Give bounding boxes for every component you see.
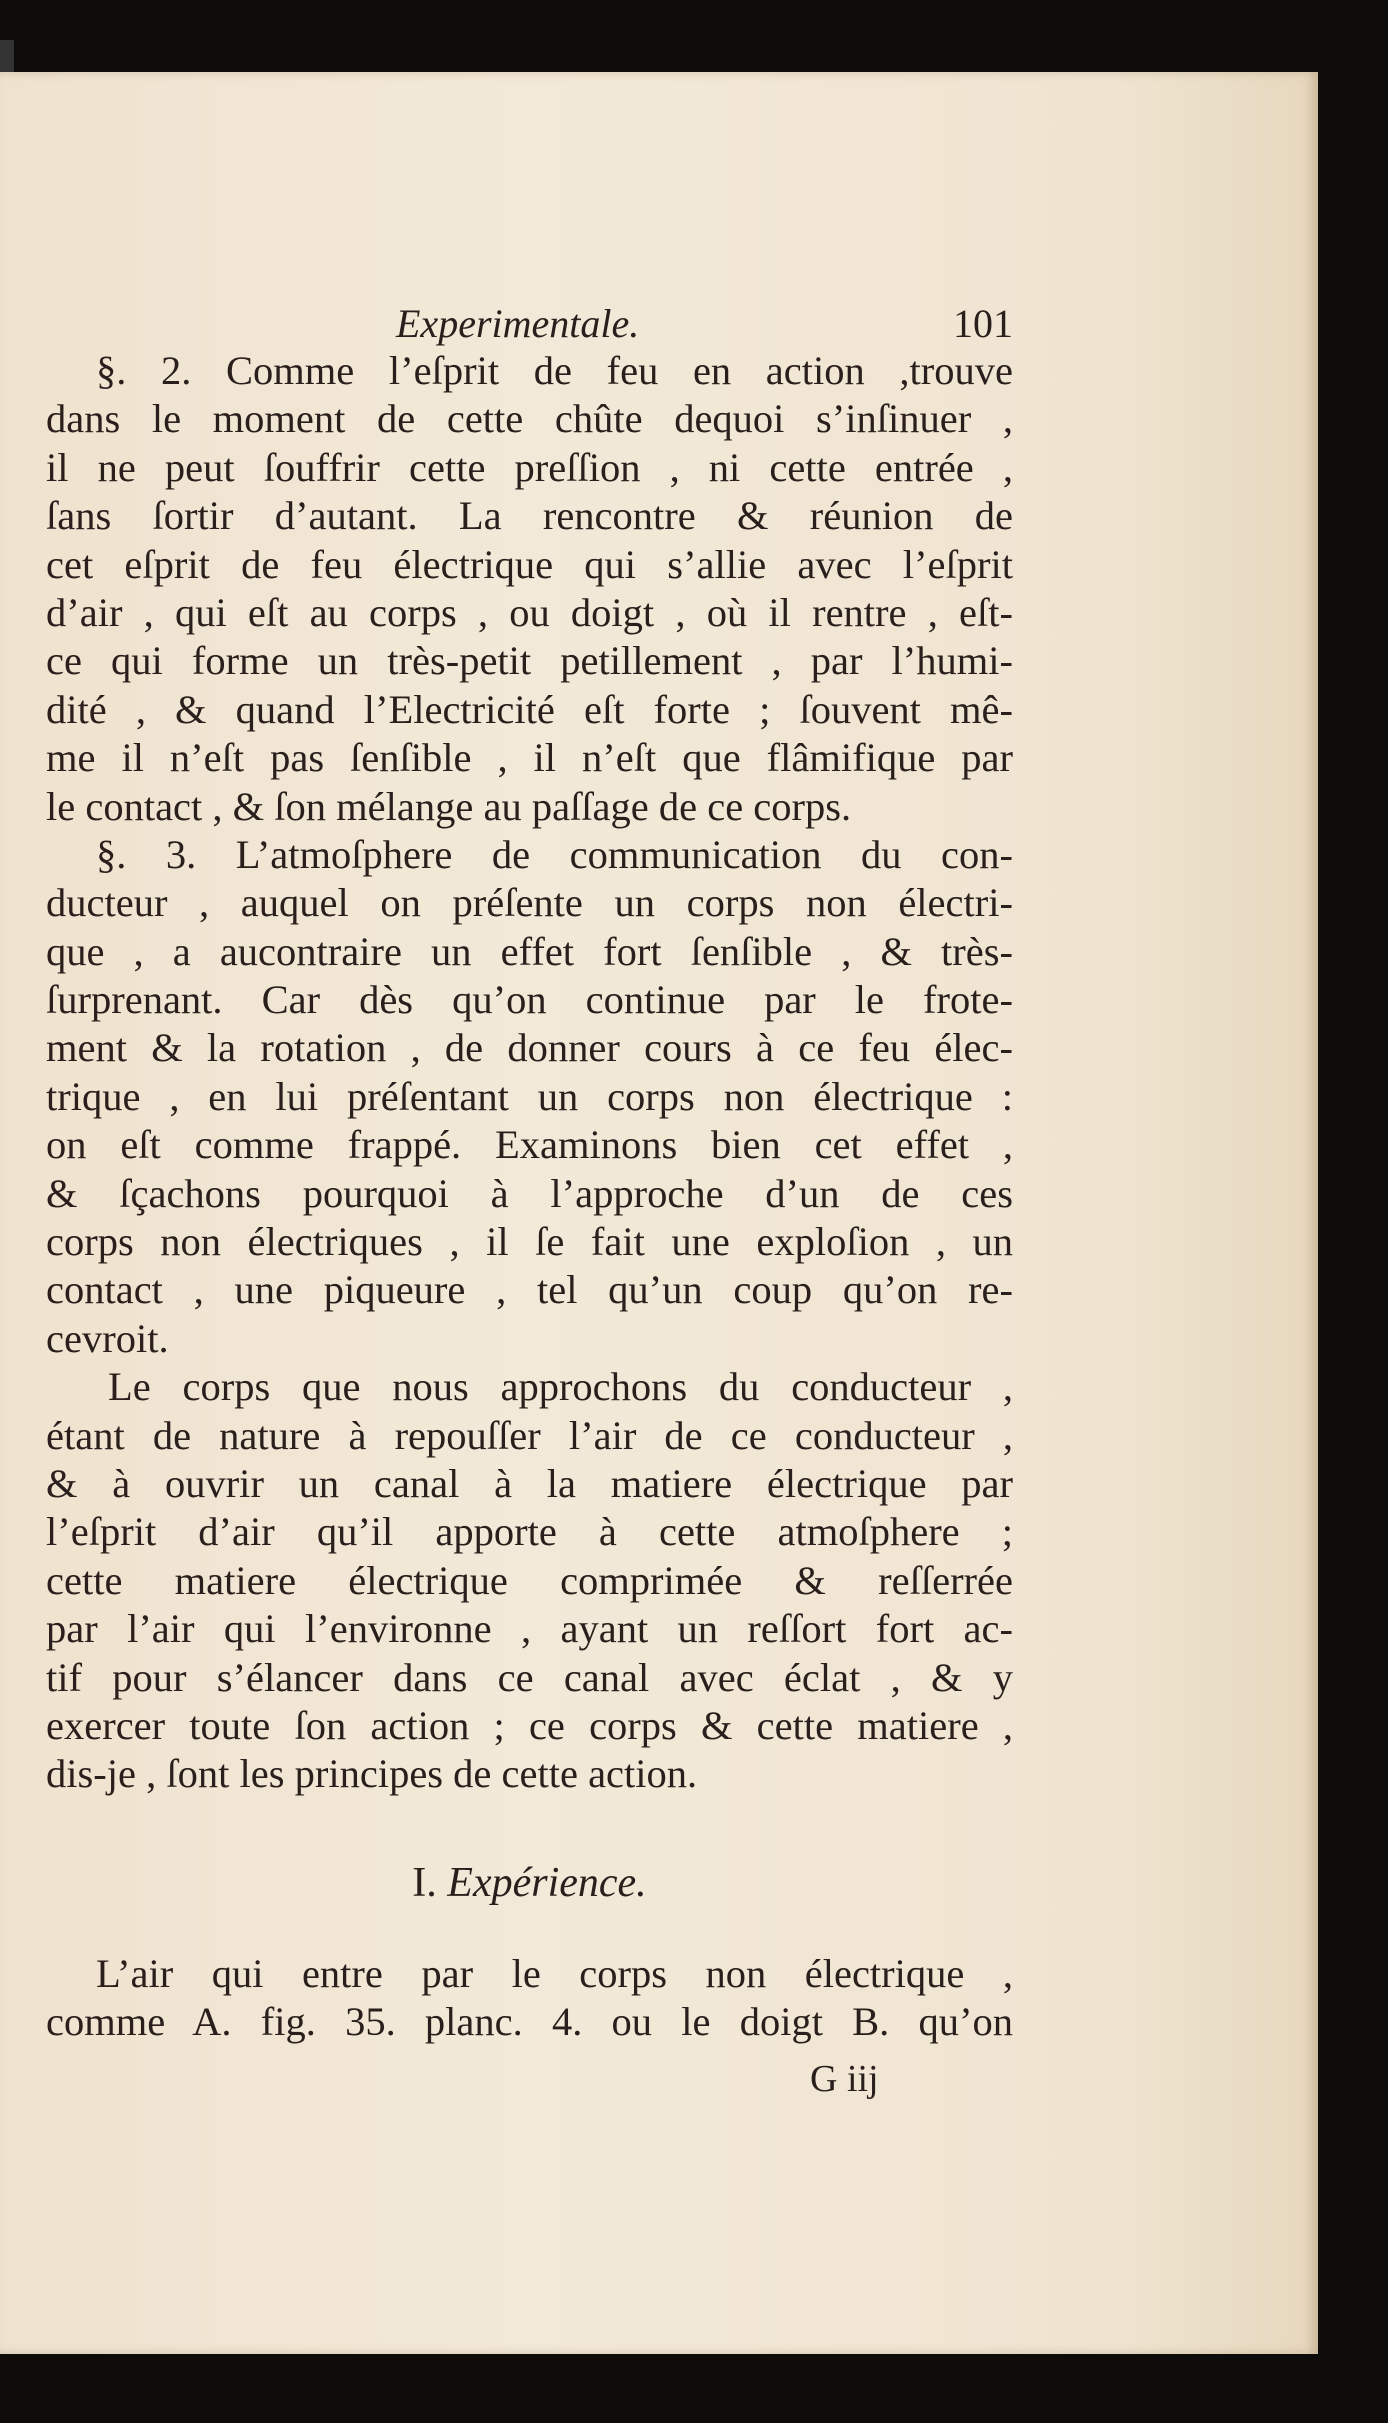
text-line: & à ouvrir un canal à la matiere électrique par (46, 1460, 1013, 1506)
text-line: & ſçachons pourquoi à l’approche d’un de ces (46, 1170, 1013, 1216)
text-line: on eſt comme frappé. Examinons bien cet effet , (46, 1122, 1013, 1168)
text-line: ce qui forme un très-petit petillement , par l’humi- (46, 638, 1013, 684)
page-number: 101 (953, 301, 1013, 346)
text-line: trique , en lui préſentant un corps non électrique : (46, 1073, 1013, 1119)
signature-mark: G iij (810, 2058, 879, 2100)
text-line: Le corps que nous approchons du conducteur , (108, 1364, 1013, 1410)
text-line: ment & la rotation , de donner cours à ce feu élec- (46, 1025, 1013, 1071)
text-line: L’air qui entre par le corps non électrique , (96, 1951, 1013, 1996)
text-line: tif pour s’élancer dans ce canal avec éclat , & y (46, 1654, 1013, 1700)
text-line: ducteur , auquel on préſente un corps non électri- (46, 880, 1013, 926)
section-heading-number: I. (412, 1860, 437, 1906)
text-line: l’eſprit d’air qu’il apporte à cette atmoſphere ; (46, 1509, 1013, 1555)
text-line: ſurprenant. Car dès qu’on continue par le frote- (46, 977, 1013, 1023)
text-line: comme A. fig. 35. planc. 4. ou le doigt B. qu’on (46, 1999, 1013, 2045)
text-line: il ne peut ſouffrir cette preſſion , ni cette entrée , (46, 444, 1013, 490)
text-line: exercer toute ſon action ; ce corps & cette matiere , (46, 1702, 1013, 1748)
text-line: contact , une piqueure , tel qu’un coup qu’on re- (46, 1267, 1013, 1313)
body-text (46, 347, 1013, 1799)
text-line: corps non électriques , il ſe fait une exploſion , un (46, 1219, 1013, 1265)
final-paragraph (46, 1950, 1013, 2047)
text-line: cette matiere électrique comprimée & reſſerrée (46, 1557, 1013, 1603)
text-line: d’air , qui eſt au corps , ou doigt , où il rentre , eſt- (46, 589, 1013, 635)
text-line: cet eſprit de feu électrique qui s’allie avec l’eſprit (46, 541, 1013, 587)
running-head-title: Experimentale. (396, 301, 640, 346)
text-line: le contact , & ſon mélange au paſſage de ce corps. (46, 783, 852, 829)
text-line: dité , & quand l’Electricité eſt forte ; ſouvent mê- (46, 686, 1013, 732)
running-head (46, 300, 1013, 348)
section-heading (46, 1858, 1013, 1908)
text-line: ſans ſortir d’autant. La rencontre & réunion de (46, 493, 1013, 539)
text-line: par l’air qui l’environne , ayant un reſſort fort ac- (46, 1606, 1013, 1652)
text-line: §. 2. Comme l’eſprit de feu en action ,trouve (96, 348, 1013, 393)
text-line: dis-je , ſont les principes de cette action. (46, 1751, 698, 1797)
text-line: cevroit. (46, 1315, 169, 1361)
text-line: que , a aucontraire un effet fort ſenſible , & très- (46, 928, 1013, 974)
text-line: me il n’eſt pas ſenſible , il n’eſt que flâmifique par (46, 735, 1013, 781)
text-line: dans le moment de cette chûte dequoi s’inſinuer , (46, 396, 1013, 442)
section-heading-title: Expérience. (447, 1860, 647, 1906)
text-line: étant de nature à repouſſer l’air de ce conducteur , (46, 1412, 1013, 1458)
text-line: §. 3. L’atmoſphere de communication du con- (96, 831, 1013, 877)
